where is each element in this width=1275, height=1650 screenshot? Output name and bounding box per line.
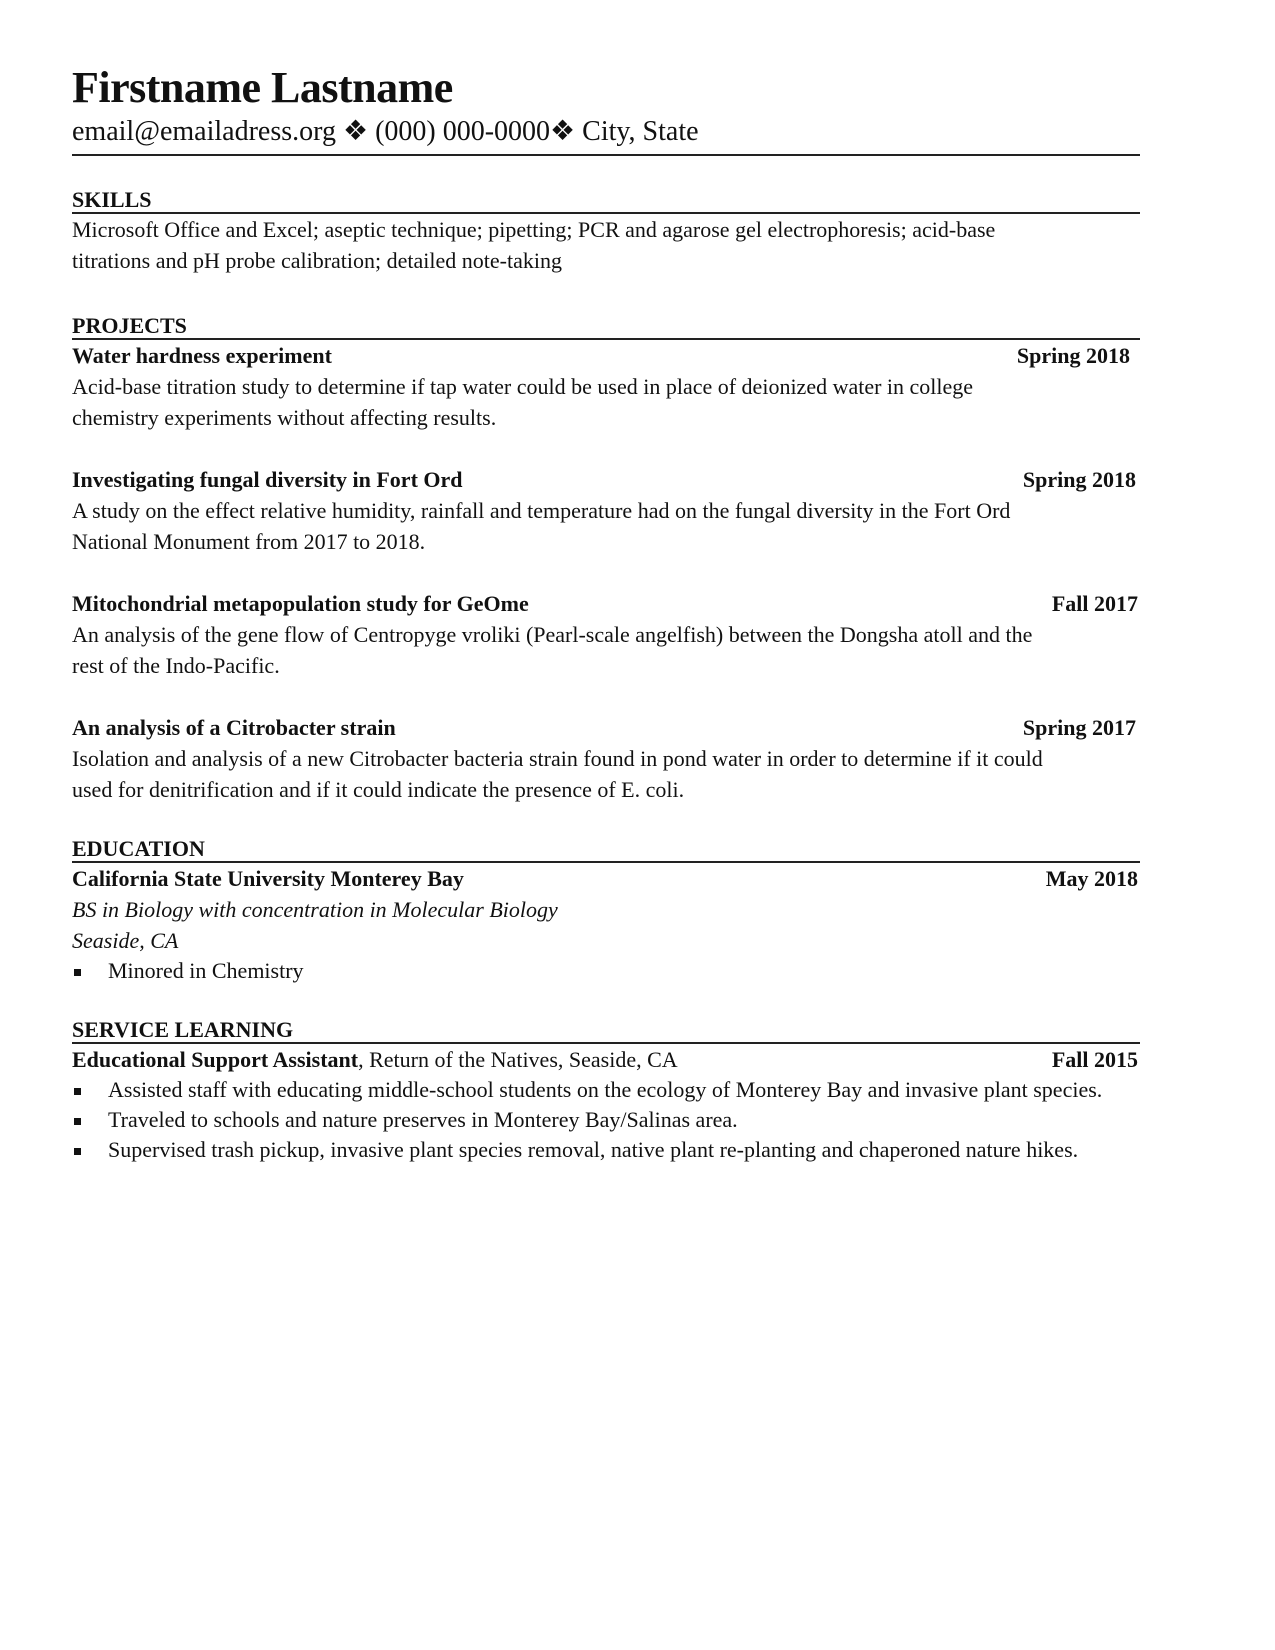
project-desc: Acid-base titration study to determine if tap water could be used in place of deionized water in college <box>72 374 974 399</box>
section-title-education: EDUCATION <box>72 837 1140 863</box>
project-title: An analysis of a Citrobacter strain <box>72 715 396 740</box>
project-entry <box>72 588 1140 681</box>
degree: BS in Biology with concentration in Molecular Biology <box>72 897 558 922</box>
project-entry <box>72 712 1140 805</box>
candidate-name: Firstname Lastname <box>72 63 453 112</box>
project-desc: chemistry experiments without affecting results. <box>72 405 497 430</box>
project-date: Fall 2017 <box>1051 591 1138 616</box>
project-desc: A study on the effect relative humidity, rainfall and temperature had on the fungal diversity in the Fort Ord <box>72 498 1011 523</box>
school-location: Seaside, CA <box>72 928 179 953</box>
skills-section <box>72 188 1140 276</box>
section-title-service: SERVICE LEARNING <box>72 1018 1140 1044</box>
education-section <box>72 837 1140 986</box>
project-desc: rest of the Indo-Pacific. <box>72 653 280 678</box>
project-date: Spring 2017 <box>1022 715 1136 740</box>
square-bullet-icon <box>74 1148 81 1155</box>
resume-page <box>72 62 1140 1165</box>
bullet-item <box>72 1075 1140 1105</box>
project-title: Investigating fungal diversity in Fort Ord <box>72 467 463 492</box>
service-date: Fall 2015 <box>1051 1047 1138 1072</box>
project-desc: National Monument from 2017 to 2018. <box>72 529 426 554</box>
section-title-skills: SKILLS <box>72 188 1140 214</box>
skills-line: Microsoft Office and Excel; aseptic technique; pipetting; PCR and agarose gel electrophoresis; acid-base <box>72 217 996 242</box>
bullet-item <box>72 1105 1140 1135</box>
project-entry <box>72 340 1140 433</box>
education-bullets <box>72 956 1140 986</box>
bullet-item <box>72 956 1140 986</box>
service-bullets <box>72 1075 1140 1165</box>
square-bullet-icon <box>74 969 81 976</box>
bullet-text: Traveled to schools and nature preserves in Monterey Bay/Salinas area. <box>108 1107 738 1132</box>
project-date: Spring 2018 <box>1022 467 1136 492</box>
skills-line: titrations and pH probe calibration; detailed note-taking <box>72 248 562 273</box>
project-date: Spring 2018 <box>1016 343 1130 368</box>
service-section <box>72 1018 1140 1165</box>
section-title-projects: PROJECTS <box>72 314 1140 340</box>
project-title: Water hardness experiment <box>72 343 332 368</box>
project-entry <box>72 464 1140 557</box>
contact-info: email@emailadress.org ❖ (000) 000-0000❖ City, State <box>72 114 1140 156</box>
school-name: California State University Monterey Bay <box>72 866 464 891</box>
education-date: May 2018 <box>1045 866 1138 891</box>
project-title: Mitochondrial metapopulation study for GeOme <box>72 591 529 616</box>
project-desc: An analysis of the gene flow of Centropyge vroliki (Pearl-scale angelfish) between the Dongsha atoll and the <box>72 622 1033 647</box>
projects-section <box>72 314 1140 805</box>
service-role: Educational Support Assistant <box>72 1047 359 1072</box>
square-bullet-icon <box>74 1088 81 1095</box>
service-org: , Return of the Natives, Seaside, CA <box>358 1047 678 1072</box>
project-desc: used for denitrification and if it could indicate the presence of E. coli. <box>72 777 685 802</box>
bullet-text: Assisted staff with educating middle-school students on the ecology of Monterey Bay and invasive plant species. <box>108 1077 1103 1102</box>
square-bullet-icon <box>74 1118 81 1125</box>
bullet-text: Minored in Chemistry <box>108 958 304 983</box>
bullet-text: Supervised trash pickup, invasive plant species removal, native plant re-planting and chaperoned nature hikes. <box>108 1137 1079 1162</box>
bullet-item <box>72 1135 1140 1165</box>
project-desc: Isolation and analysis of a new Citrobacter bacteria strain found in pond water in order to determine if it could <box>72 746 1043 771</box>
